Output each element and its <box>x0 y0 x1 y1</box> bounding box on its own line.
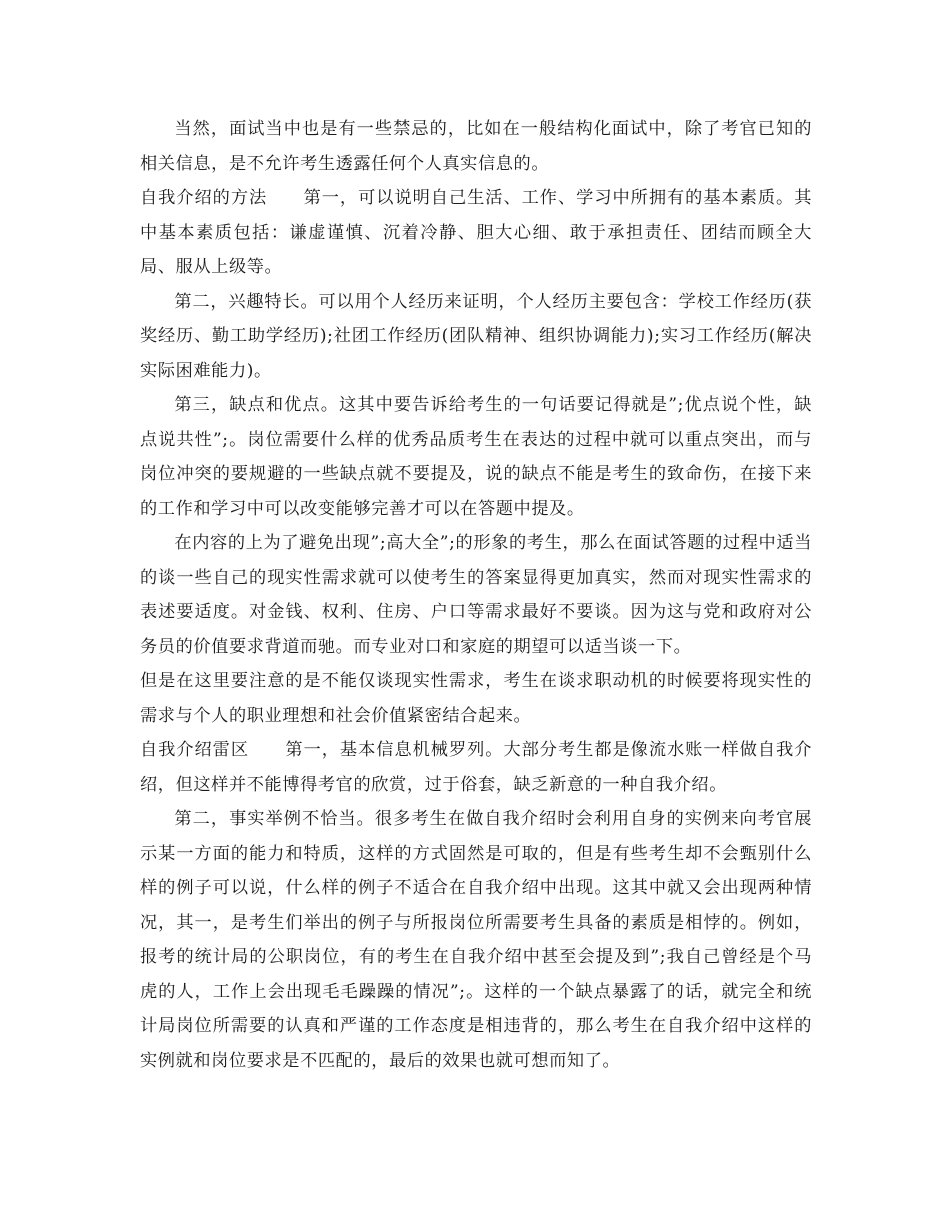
paragraph-strengths-weaknesses: 第三，缺点和优点。这其中要告诉给考生的一句话要记得就是”;优点说个性，缺点说共性”;。岗位需要什么样的优秀品质考生在表达的过程中就可以重点突出，而与岗位冲突的要规避的一些缺点就不要提及，说的缺点不能是考生的致命伤，在接下来的工作和学习中可以改变能够完善才可以在答题中提及。 <box>140 395 812 519</box>
paragraph-realistic-needs: 在内容的上为了避免出现”;高大全”;的形象的考生，那么在面试答题的过程中适当的谈一些自己的现实性需求就可以使考生的答案显得更加真实，然而对现实性需求的表述要适度。对金钱、权利、住房、户口等需求最好不要谈。因为这与党和政府对公务员的价值要求背道而驰。而专业对口和家庭的期望可以适当谈一下。 <box>140 533 812 657</box>
section-heading-methods: 自我介绍的方法 <box>140 188 268 208</box>
section-self-intro-methods <box>140 181 812 285</box>
section-self-intro-pitfalls <box>140 733 812 802</box>
paragraph-mechanical-listing: 第一，基本信息机械罗列。大部分考生都是像流水账一样做自我介绍，但这样并不能博得考官的欣赏，过于俗套，缺乏新意的一种自我介绍。 <box>140 740 812 795</box>
section-heading-pitfalls: 自我介绍雷区 <box>140 740 250 760</box>
paragraph-taboo: 当然，面试当中也是有一些禁忌的，比如在一般结构化面试中，除了考官已知的相关信息，是不允许考生透露任何个人真实信息的。 <box>140 119 812 174</box>
paragraph-interests: 第二，兴趣特长。可以用个人经历来证明，个人经历主要包含：学校工作经历(获奖经历、勤工助学经历);社团工作经历(团队精神、组织协调能力);实习工作经历(解决实际困难能力)。 <box>140 291 812 381</box>
paragraph-motivation: 但是在这里要注意的是不能仅谈现实性需求，考生在谈求职动机的时候要将现实性的需求与个人的职业理想和社会价值紧密结合起来。 <box>140 671 812 726</box>
paragraph-improper-examples: 第二，事实举例不恰当。很多考生在做自我介绍时会利用自身的实例来向考官展示某一方面的能力和特质，这样的方式固然是可取的，但是有些考生却不会甄别什么样的例子可以说，什么样的例子不适合在自我介绍中出现。这其中就又会出现两种情况，其一，是考生们举出的例子与所报岗位所需要考生具备的素质是相悖的。例如，报考的统计局的公职岗位，有的考生在自我介绍中甚至会提及到”;我自己曾经是个马虎的人，工作上会出现毛毛躁躁的情况”;。这样的一个缺点暴露了的话，就完全和统计局岗位所需要的认真和严谨的工作态度是相违背的，那么考生在自我介绍中这样的实例就和岗位要求是不匹配的，最后的效果也就可想而知了。 <box>140 809 812 1071</box>
document-body <box>140 112 812 1078</box>
paragraph-basic-qualities: 第一，可以说明自己生活、工作、学习中所拥有的基本素质。其中基本素质包括：谦虚谨慎、沉着冷静、胆大心细、敢于承担责任、团结而顾全大局、服从上级等。 <box>140 188 812 277</box>
